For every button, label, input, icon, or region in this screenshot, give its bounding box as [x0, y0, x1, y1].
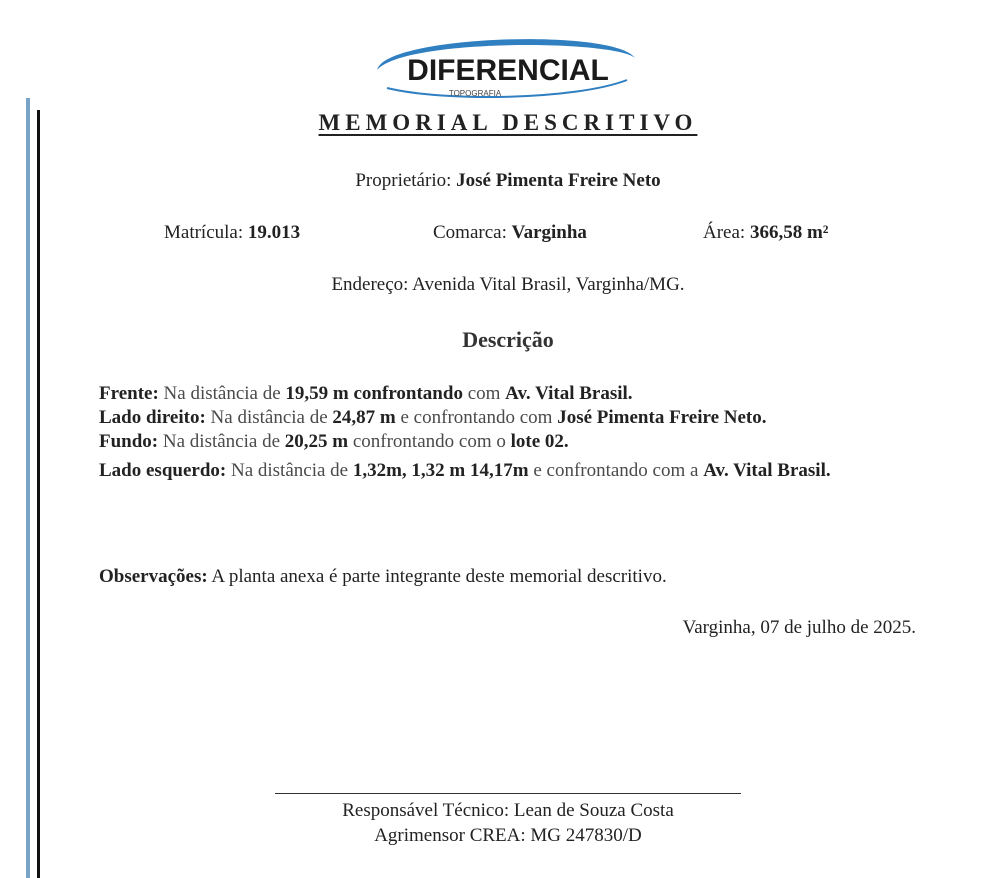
right-text-2: e confrontando com	[400, 407, 553, 428]
left-label: Lado esquerdo:	[99, 460, 227, 481]
comarca-value: Varginha	[511, 222, 587, 243]
description-left	[99, 459, 919, 483]
area-value: 366,58 m²	[749, 222, 829, 243]
date-line: Varginha, 07 de julho de 2025.	[682, 617, 916, 638]
front-text-2: com	[467, 383, 501, 404]
right-distance: 24,87 m	[332, 407, 396, 428]
comarca-label: Comarca:	[433, 222, 507, 243]
logo-graphic	[365, 30, 655, 105]
matricula-field	[164, 222, 300, 244]
owner-line	[0, 170, 1000, 192]
logo-tagline: TOPOGRAFIA	[448, 89, 502, 98]
crea-registration: Agrimensor CREA: MG 247830/D	[374, 825, 642, 846]
description-back	[99, 430, 919, 454]
right-label: Lado direito:	[99, 407, 206, 428]
description-right	[99, 406, 919, 430]
front-text-1: Na distância de	[163, 383, 281, 404]
document-title: MEMORIAL DESCRITIVO	[318, 110, 698, 135]
left-distance: 1,32m, 1,32 m 14,17m	[352, 460, 529, 481]
left-text-2: e confrontando com a	[533, 460, 699, 481]
address-line	[0, 274, 1000, 296]
observations-line	[99, 566, 667, 588]
front-confrontation: Av. Vital Brasil.	[505, 383, 633, 404]
back-text-2: confrontando com o	[352, 431, 506, 452]
back-text-1: Na distância de	[162, 431, 281, 452]
margin-bar-black	[37, 110, 40, 878]
back-distance: 20,25 m	[284, 431, 349, 452]
matricula-label: Matrícula:	[164, 222, 244, 243]
back-label: Fundo:	[99, 431, 159, 452]
comarca-field	[433, 222, 587, 244]
company-logo	[365, 30, 655, 105]
left-text-1: Na distância de	[230, 460, 349, 481]
left-confrontation: Av. Vital Brasil.	[703, 460, 831, 481]
description-heading: Descrição	[462, 327, 554, 352]
area-label: Área:	[703, 222, 746, 243]
owner-label: Proprietário:	[355, 170, 452, 191]
area-field	[703, 222, 828, 244]
owner-value: José Pimenta Freire Neto	[456, 170, 661, 191]
right-confrontation: José Pimenta Freire Neto.	[557, 407, 767, 428]
front-distance: 19,59 m confrontando	[285, 383, 463, 404]
right-text-1: Na distância de	[210, 407, 328, 428]
address-value: Avenida Vital Brasil, Varginha/MG.	[412, 274, 685, 295]
observations-text: A planta anexa é parte integrante deste memorial descritivo.	[211, 566, 667, 587]
logo-brand: DIFERENCIAL	[407, 54, 609, 87]
back-confrontation: lote 02.	[510, 431, 569, 452]
responsible-technician: Responsável Técnico: Lean de Souza Costa	[342, 800, 674, 821]
address-label: Endereço:	[331, 274, 409, 295]
description-front	[99, 382, 919, 406]
margin-bar-blue	[26, 98, 30, 878]
front-label: Frente:	[99, 383, 159, 404]
signature-line	[275, 793, 741, 794]
matricula-value: 19.013	[247, 222, 301, 243]
observations-label: Observações:	[99, 566, 208, 587]
